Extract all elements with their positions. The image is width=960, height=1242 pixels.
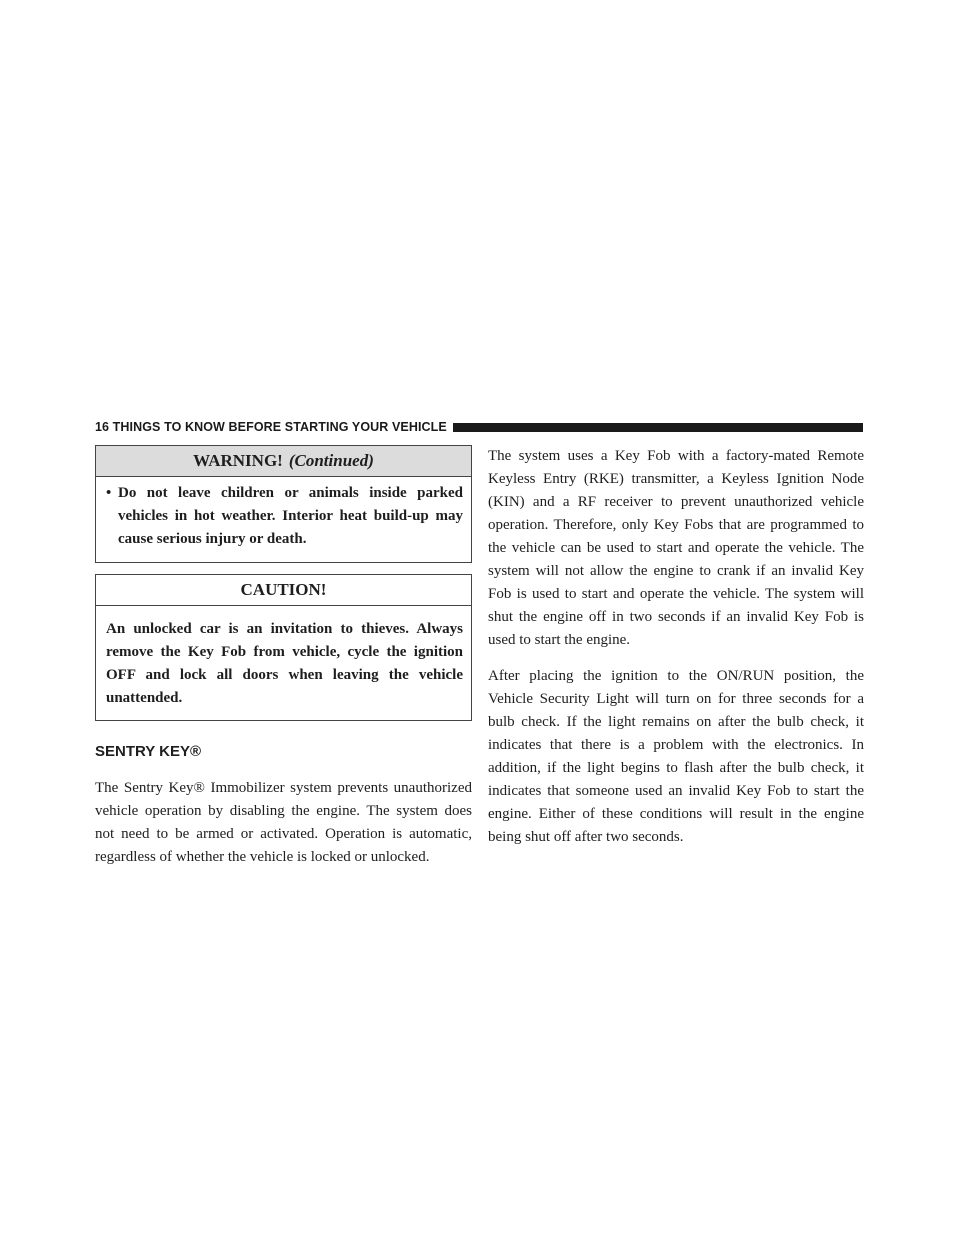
warning-header <box>96 446 471 477</box>
right-paragraph-2: After placing the ignition to the ON/RUN position, the Vehicle Security Light will turn on for three seconds for a bulb check. If the light remains on after the bulb check, it indicates that there is a problem with the electronics. In addition, if the light begins to flash after the bulb check, it indicates that someone used an invalid Key Fob to start the engine. Either of these conditions will result in the engine being shut off after two seconds. <box>488 668 864 845</box>
left-column <box>95 445 472 869</box>
warning-title: WARNING! <box>193 451 283 470</box>
warning-text: Do not leave children or animals inside parked vehicles in hot weather. Interior heat build-up may cause serious injury or death. <box>118 485 463 547</box>
sentry-paragraph: The Sentry Key® Immobilizer system prevents unauthorized vehicle operation by disabling the engine. The system does not need to be armed or activated. Operation is automatic, regardless of whether the vehicle is locked or unlocked. <box>95 780 472 865</box>
page-header <box>95 418 863 436</box>
caution-header <box>96 575 471 606</box>
caution-body <box>96 606 471 720</box>
section-title-sentry-key: SENTRY KEY® <box>95 743 202 760</box>
right-paragraph-1: The system uses a Key Fob with a factory-mated Remote Keyless Entry (RKE) transmitter, a Keyless Ignition Node (KIN) and a RF receiver to prevent unauthorized vehicle operation. Therefore, only Key Fobs that are programmed to the vehicle can be used to start and operate the vehicle. The system will not allow the engine to crank if an invalid Key Fob is used to start and operate the vehicle. The system will shut the engine off in two seconds if an invalid Key Fob is used to start the engine. <box>488 448 864 648</box>
warning-box <box>95 445 472 563</box>
warning-body <box>96 477 471 562</box>
bullet-icon: • <box>106 485 112 501</box>
caution-title: CAUTION! <box>240 580 327 599</box>
right-column <box>488 445 864 849</box>
caution-box <box>95 574 472 721</box>
page-header-text: 16 THINGS TO KNOW BEFORE STARTING YOUR VEHICLE <box>95 420 447 434</box>
warning-continued: (Continued) <box>288 451 374 470</box>
header-rule <box>453 423 863 432</box>
caution-text: An unlocked car is an invitation to thieves. Always remove the Key Fob from vehicle, cycle the ignition OFF and lock all doors when leaving the vehicle unattended. <box>106 621 463 706</box>
warning-bullet-item <box>106 482 463 551</box>
